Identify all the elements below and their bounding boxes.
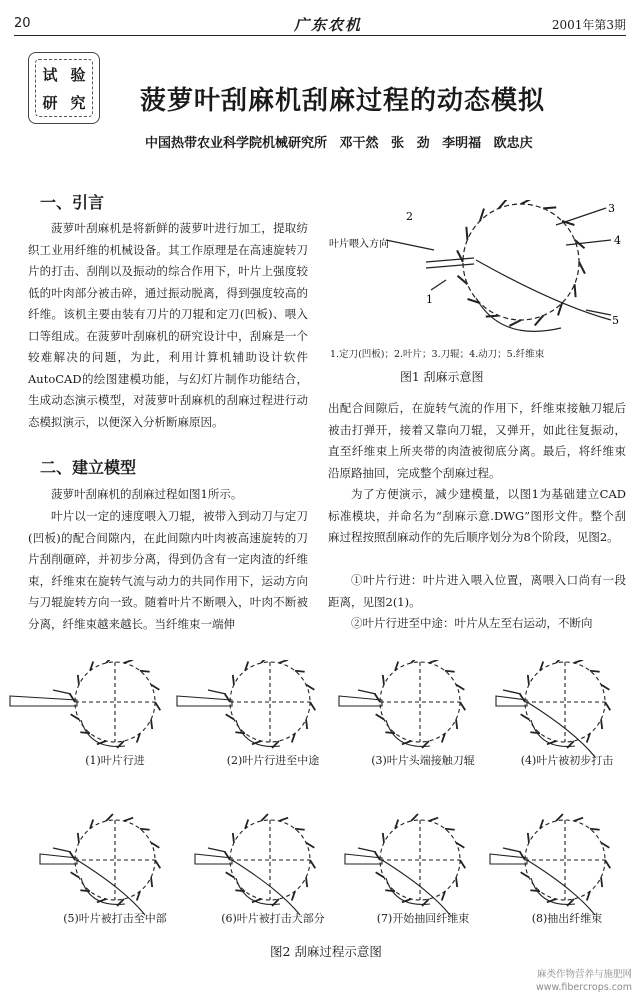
section-badge — [28, 52, 100, 124]
subfigure-1 — [10, 660, 160, 748]
roller-tooth — [235, 890, 245, 891]
roller-tooth — [520, 852, 525, 860]
roller-tooth — [574, 660, 583, 663]
subfigure-5 — [40, 814, 160, 915]
watermark-line-2: www.fibercrops.com — [535, 982, 632, 993]
roller-tooth — [601, 719, 602, 729]
subfigure-6 — [195, 814, 315, 915]
roller-tooth — [279, 660, 288, 663]
roller-tooth — [445, 829, 455, 830]
watermark — [536, 968, 632, 994]
intro-heading: 一、引言 — [40, 193, 105, 212]
model-paragraph-1: 菠萝叶刮麻机的刮麻过程如图1所示。 — [51, 487, 243, 501]
roller-tooth — [295, 829, 305, 830]
roller-tooth — [590, 829, 600, 830]
roller-tooth — [605, 860, 610, 868]
subfigure-4 — [496, 660, 610, 757]
roller-tooth — [70, 694, 75, 702]
subfig-caption-1: (1)叶片行进 — [85, 754, 145, 767]
leaf-strip — [426, 258, 474, 262]
figure-2-caption: 图2 刮麻过程示意图 — [270, 944, 382, 959]
running-header — [14, 14, 626, 36]
right-paragraph-4: ②叶片行进至中途：叶片从左至右运动，不断向 — [351, 616, 593, 630]
subfig-caption-7: (7)开始抽回纤维束 — [376, 912, 470, 925]
roller-tooth — [385, 890, 395, 891]
roller-tooth — [445, 671, 455, 672]
roller-tooth — [310, 860, 315, 868]
subfigure-2 — [177, 660, 315, 748]
roller-tooth — [590, 671, 600, 672]
roller-tooth — [140, 829, 150, 830]
subfigure-7 — [345, 814, 465, 915]
intro-paragraph: 菠萝叶刮麻机是将新鲜的菠萝叶进行加工，提取纺织工业用纤维的机械设备。其工作原理是在高速旋转刀片的打击、刮削以及振动的综合作用下，叶片上强度较低的叶肉部分被击碎，通过振动脱离，得到强度较高的纤维。该机主要由装有刀片的刀辊和定刀(凹板)、喂入口等组成。在菠萝叶刮麻机的研究设计中，刮麻是一个较难解决的问题，为此，利用计算机辅助设计软件AutoCAD的绘图建模功能，与幻灯片制作功能结合，生成动态演示模型，对菠萝叶刮麻机的刮麻过程进行动态模拟演示，以便深入分析断麻原因。 — [28, 221, 308, 429]
page-number: 20 — [14, 16, 31, 31]
right-paragraph-3: ①叶片行进：叶片进入喂入位置，离喂入口尚有一段距离，见图2(1)。 — [328, 573, 626, 609]
roller-tooth — [460, 860, 465, 868]
subfig-caption-5: (5)叶片被打击至中部 — [63, 912, 167, 925]
roller-tooth — [486, 316, 499, 317]
roller-tooth — [521, 200, 533, 204]
subfig-caption-3: (3)叶片头端接触刀辊 — [371, 754, 475, 767]
roller-tooth — [601, 843, 609, 848]
roller-tooth — [480, 209, 484, 221]
model-heading: 二、建立模型 — [40, 458, 137, 477]
badge-char: 试 — [42, 65, 58, 84]
model-paragraph-2: 叶片以一定的速度喂入刀辊，被带入到动刀与定刀(凹板)的配合间隙内，在此间隙内叶肉被高速旋转的刀片刮削砸碎，并初步分离，得到仍含有一定肉渣的纤维束，纤维束在旋转气流与动力的共同作用下，运动方向与刀辊旋转方向一致。随着叶片不断喂入，叶肉不断被分离，纤维束越来越长。当纤维束一端伸 — [28, 509, 308, 631]
roller-tooth — [80, 732, 90, 733]
label-2: 2 — [406, 210, 413, 223]
roller-tooth — [605, 702, 610, 710]
roller-tooth — [520, 694, 525, 702]
roller-tooth — [466, 227, 467, 240]
roller-tooth — [456, 685, 464, 690]
subfigure-3 — [339, 660, 465, 748]
roller-tooth — [385, 732, 395, 733]
roller-tooth — [155, 702, 160, 710]
roller-tooth — [383, 675, 384, 685]
subfig-caption-4: (4)叶片被初步打击 — [520, 754, 614, 767]
roller-tooth — [530, 732, 540, 733]
badge-char: 验 — [70, 65, 86, 84]
roller-tooth — [306, 877, 307, 887]
roller-tooth — [574, 818, 583, 821]
roller-tooth — [499, 200, 507, 208]
subfig-caption-8: (8)抽出纤维束 — [531, 912, 603, 925]
roller-tooth — [456, 719, 457, 729]
concave-plate — [476, 298, 561, 331]
roller-tooth — [543, 207, 556, 208]
roller-tooth — [124, 818, 133, 821]
roller-tooth — [429, 660, 438, 663]
roller-tooth — [460, 702, 465, 710]
roller-tooth — [601, 685, 609, 690]
roller-tooth — [306, 719, 307, 729]
roller-tooth — [375, 694, 380, 702]
roller-tooth — [155, 860, 160, 868]
right-paragraph-1: 出配合间隙后，在旋转气流的作用下，纤维束接触刀辊后被击打弹开，接着又靠向刀辊，又弹开，如此往复振动，直至纤维束上所夹带的肉渣被彻底分离。最后，将纤维束沿原路抽回，完成整个刮麻过程。 — [328, 401, 626, 480]
subfig-caption-6: (6)叶片被打击大部分 — [221, 912, 325, 925]
figure-1-caption: 图1 刮麻示意图 — [400, 370, 484, 384]
roller-tooth — [295, 671, 305, 672]
roller-tooth — [151, 843, 159, 848]
roller-tooth — [235, 732, 245, 733]
roller-tooth — [530, 890, 540, 891]
roller-tooth — [575, 284, 576, 297]
roller-tooth — [225, 694, 230, 702]
roller-tooth — [78, 675, 79, 685]
roller-tooth — [383, 833, 384, 843]
roller-tooth — [233, 833, 234, 843]
roller-tooth — [279, 818, 288, 821]
roller-tooth — [80, 890, 90, 891]
roller-tooth — [306, 843, 314, 848]
roller-tooth — [528, 833, 529, 843]
subfigure-8 — [490, 814, 610, 915]
journal-name: 广东农机 — [294, 16, 363, 34]
roller-tooth — [579, 262, 585, 274]
roller-tooth — [78, 833, 79, 843]
roller-tooth — [375, 852, 380, 860]
roller-tooth — [601, 877, 602, 887]
roller-tooth — [225, 852, 230, 860]
roller-tooth — [509, 320, 521, 326]
badge-char: 究 — [70, 93, 86, 112]
roller-tooth — [456, 877, 457, 887]
figure-1-legend: 1.定刀(凹板)；2.叶片；3.刀辊；4.动刀；5.纤维束 — [330, 349, 545, 360]
article-title: 菠萝叶刮麻机刮麻过程的动态模拟 — [140, 86, 546, 116]
roller-tooth — [429, 818, 438, 821]
roller-tooth — [151, 719, 152, 729]
roller-tooth — [151, 877, 152, 887]
roller-tooth — [310, 702, 315, 710]
label-1: 1 — [426, 293, 433, 306]
right-paragraph-2: 为了方便演示，减少建模量，以图1为基础建立CAD标准模块，并命名为“刮麻示意.DWG”图形文件。整个刮麻过程按照刮麻动作的先后顺序划分为8个阶段，见图2。 — [328, 487, 626, 544]
feed-direction-label: 叶片喂入方向 — [329, 239, 389, 250]
issue-label: 2001年第3期 — [551, 18, 626, 32]
roller-tooth — [70, 852, 75, 860]
badge-char: 研 — [42, 93, 58, 112]
subfig-caption-2: (2)叶片行进至中途 — [226, 754, 320, 767]
roller-tooth — [306, 685, 314, 690]
roller-tooth — [528, 675, 529, 685]
label-4: 4 — [614, 234, 621, 247]
roller-tooth — [457, 250, 463, 262]
label-5: 5 — [612, 314, 619, 327]
watermark-line-1: 麻类作物营养与施肥网 — [536, 969, 632, 980]
roller-tooth — [124, 660, 133, 663]
roller-tooth — [456, 843, 464, 848]
label-3: 3 — [608, 202, 615, 215]
roller-tooth — [233, 675, 234, 685]
roller-tooth — [140, 671, 150, 672]
author-line: 中国热带农业科学院机械研究所 邓干然 张 劲 李明福 欧忠庆 — [145, 136, 533, 151]
roller-tooth — [151, 685, 159, 690]
figure-2-diagram — [0, 660, 640, 920]
